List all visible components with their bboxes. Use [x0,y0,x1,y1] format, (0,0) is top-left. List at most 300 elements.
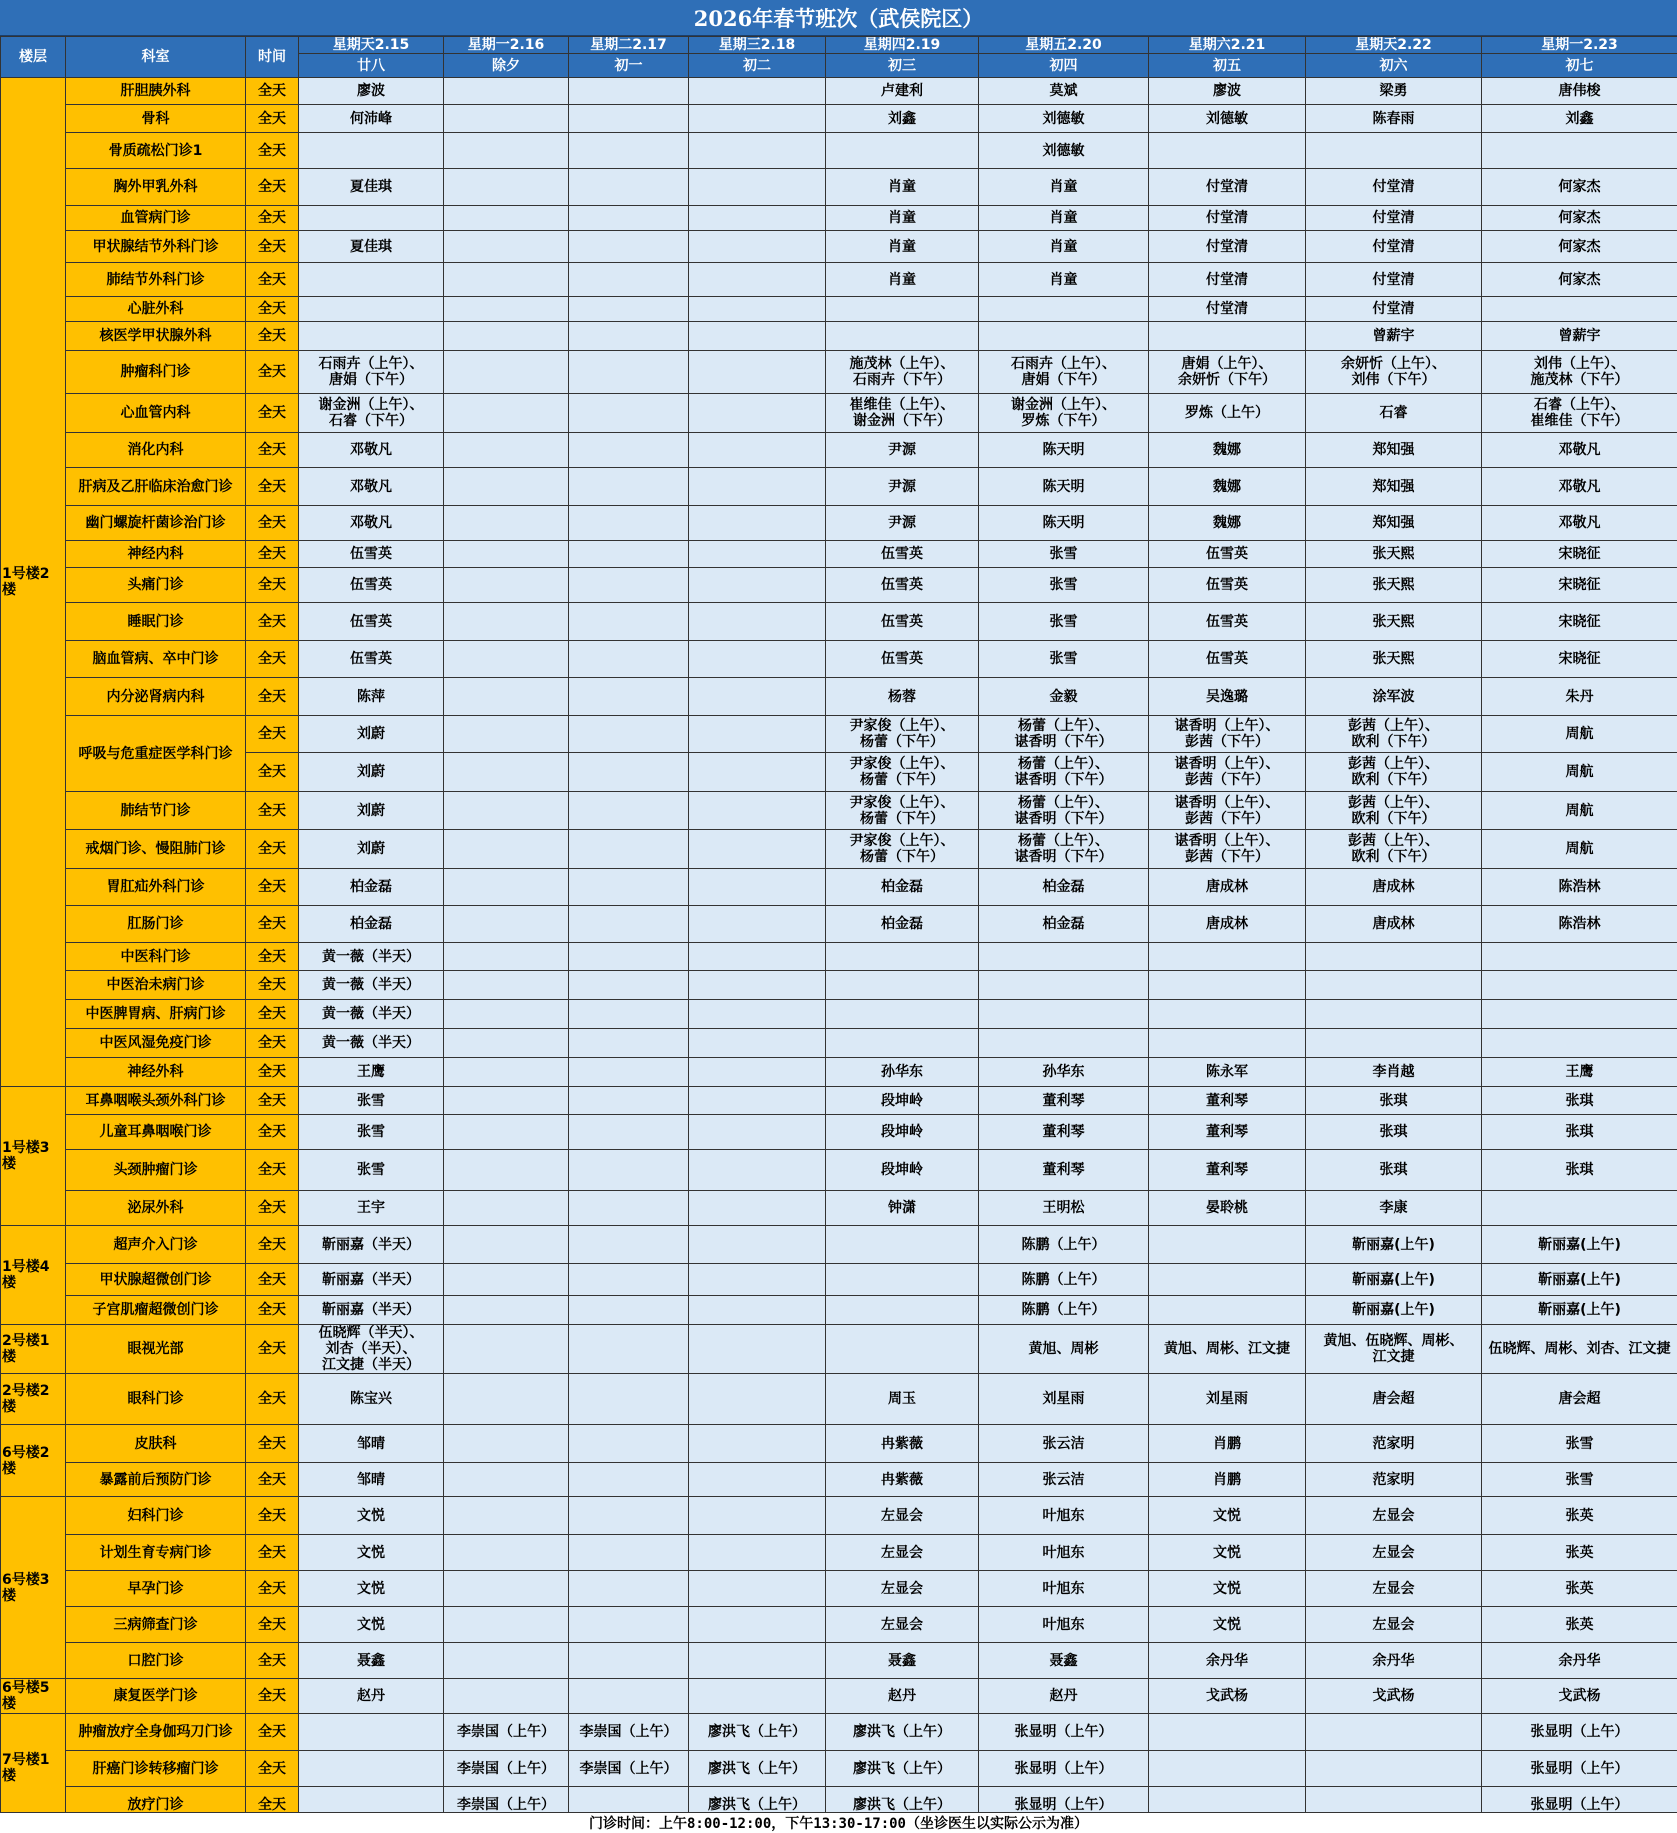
doctor-cell [689,297,826,322]
session-time: 全天 [246,1000,299,1029]
doctor-cell [689,568,826,603]
session-time: 全天 [246,1087,299,1115]
doctor-cell [444,1679,569,1714]
doctor-cell [569,716,689,753]
doctor-cell [689,753,826,792]
dept-name: 三病筛查门诊 [66,1607,246,1643]
dept-name: 皮肤科 [66,1425,246,1463]
session-time: 全天 [246,506,299,541]
table-row [1,1751,1677,1787]
doctor-cell: 张显明（上午） [1482,1714,1677,1751]
doctor-cell: 柏金磊 [826,906,979,943]
doctor-cell: 张英 [1482,1535,1677,1571]
doctor-cell [569,1226,689,1264]
doctor-cell: 伍晓辉、周彬、刘杏、江文捷 [1482,1325,1677,1374]
doctor-cell [444,971,569,1000]
dept-name: 放疗门诊 [66,1787,246,1823]
doctor-cell [444,1058,569,1087]
day-lunar-header: 除夕 [444,54,569,78]
doctor-cell [569,1296,689,1325]
doctor-cell [444,506,569,541]
doctor-cell: 付堂清 [1149,231,1306,263]
doctor-cell: 靳丽嘉(上午) [1482,1226,1677,1264]
session-time: 全天 [246,169,299,206]
doctor-cell [826,322,979,351]
table-row [1,1325,1677,1374]
day-weekday-header: 星期六2.21 [1149,37,1306,54]
doctor-cell [444,1463,569,1497]
dept-name: 头痛门诊 [66,568,246,603]
day-lunar-header: 初二 [689,54,826,78]
doctor-cell: 朱丹 [1482,678,1677,716]
doctor-cell [689,1226,826,1264]
doctor-cell [826,1226,979,1264]
doctor-cell: 晏聆桃 [1149,1191,1306,1226]
doctor-cell: 伍雪英 [1149,641,1306,678]
dept-name: 口腔门诊 [66,1643,246,1679]
day-weekday-header: 星期三2.18 [689,37,826,54]
doctor-cell [1306,1000,1482,1029]
doctor-cell [689,1000,826,1029]
doctor-cell: 张雪 [299,1150,444,1191]
doctor-cell: 伍雪英 [826,568,979,603]
doctor-cell: 左显会 [1306,1497,1482,1535]
dept-name: 心血管内科 [66,394,246,433]
doctor-cell: 唐成林 [1306,869,1482,906]
table-row [1,506,1677,541]
doctor-cell: 黄一薇（半天） [299,971,444,1000]
doctor-cell: 邓敬凡 [1482,433,1677,468]
doctor-cell [979,322,1149,351]
doctor-cell: 邓敬凡 [1482,468,1677,506]
doctor-cell [444,263,569,297]
doctor-cell [569,641,689,678]
doctor-cell [979,1000,1149,1029]
doctor-cell [689,433,826,468]
doctor-cell: 伍雪英 [299,541,444,568]
doctor-cell: 施茂林（上午）、 石雨卉（下午） [826,351,979,394]
session-time: 全天 [246,1191,299,1226]
doctor-cell: 叶旭东 [979,1535,1149,1571]
dept-name: 骨质疏松门诊1 [66,133,246,169]
doctor-cell [689,1497,826,1535]
doctor-cell [569,906,689,943]
doctor-cell [569,394,689,433]
dept-name: 脑血管病、卒中门诊 [66,641,246,678]
session-time: 全天 [246,1374,299,1425]
day-lunar-header: 初六 [1306,54,1482,78]
doctor-cell [444,1643,569,1679]
doctor-cell: 文悦 [1149,1607,1306,1643]
dept-name: 中医治未病门诊 [66,971,246,1000]
dept-name: 中医脾胃病、肝病门诊 [66,1000,246,1029]
doctor-cell [569,678,689,716]
doctor-cell: 付堂清 [1306,206,1482,231]
session-time: 全天 [246,1643,299,1679]
table-row [1,1571,1677,1607]
doctor-cell [444,830,569,869]
doctor-cell [444,1296,569,1325]
session-time: 全天 [246,468,299,506]
dept-name: 眼科门诊 [66,1374,246,1425]
table-row [1,322,1677,351]
doctor-cell: 廖洪飞（上午） [826,1751,979,1787]
doctor-cell: 宋晓征 [1482,568,1677,603]
doctor-cell [1482,1191,1677,1226]
doctor-cell: 廖洪飞（上午） [689,1714,826,1751]
doctor-cell: 刘蔚 [299,830,444,869]
doctor-cell: 邹晴 [299,1463,444,1497]
doctor-cell: 张雪 [979,603,1149,641]
doctor-cell: 肖童 [826,263,979,297]
doctor-cell: 杨蓉 [826,678,979,716]
table-row [1,1115,1677,1150]
doctor-cell: 李崇国（上午） [569,1751,689,1787]
dept-name: 暴露前后预防门诊 [66,1463,246,1497]
doctor-cell [1482,971,1677,1000]
doctor-cell [444,468,569,506]
doctor-cell: 刘蔚 [299,792,444,830]
doctor-cell: 文悦 [299,1607,444,1643]
doctor-cell: 叶旭东 [979,1497,1149,1535]
doctor-cell: 柏金磊 [826,869,979,906]
doctor-cell: 彭茜（上午）、 欧利（下午） [1306,792,1482,830]
session-time: 全天 [246,1679,299,1714]
doctor-cell [569,433,689,468]
floor-label: 1号楼2楼 [1,78,66,1087]
dept-name: 呼吸与危重症医学科门诊 [66,716,246,792]
session-time: 全天 [246,1425,299,1463]
doctor-cell [1482,943,1677,971]
doctor-cell [1149,943,1306,971]
doctor-cell [689,971,826,1000]
doctor-cell: 靳丽嘉（半天） [299,1264,444,1296]
doctor-cell: 董利琴 [1149,1087,1306,1115]
doctor-cell [569,263,689,297]
doctor-cell: 廖波 [299,78,444,105]
doctor-cell [689,1325,826,1374]
doctor-cell [569,1571,689,1607]
doctor-cell: 左显会 [1306,1607,1482,1643]
table-row [1,1000,1677,1029]
table-row [1,943,1677,971]
schedule-table [0,36,1677,1823]
doctor-cell [689,231,826,263]
doctor-cell [689,169,826,206]
session-time: 全天 [246,716,299,753]
doctor-cell [689,1607,826,1643]
doctor-cell [1149,133,1306,169]
doctor-cell: 邓敬凡 [299,506,444,541]
dept-name: 子宫肌瘤超微创门诊 [66,1296,246,1325]
doctor-cell: 谌香明（上午）、 彭茜（下午） [1149,753,1306,792]
floor-label: 6号楼2楼 [1,1425,66,1497]
doctor-cell: 黄旭、伍晓辉、周彬、 江文捷 [1306,1325,1482,1374]
floor-label: 2号楼2楼 [1,1374,66,1425]
doctor-cell [444,541,569,568]
dept-name: 妇科门诊 [66,1497,246,1535]
doctor-cell: 李崇国（上午） [444,1787,569,1823]
doctor-cell: 赵丹 [826,1679,979,1714]
doctor-cell [1482,133,1677,169]
doctor-cell: 黄旭、周彬 [979,1325,1149,1374]
doctor-cell [689,133,826,169]
doctor-cell: 唐会超 [1482,1374,1677,1425]
dept-name: 眼视光部 [66,1325,246,1374]
day-weekday-header: 星期五2.20 [979,37,1149,54]
doctor-cell [569,1607,689,1643]
doctor-cell: 肖鹏 [1149,1463,1306,1497]
dept-name: 康复医学门诊 [66,1679,246,1714]
doctor-cell: 孙华东 [826,1058,979,1087]
doctor-cell: 王鹰 [299,1058,444,1087]
doctor-cell: 肖童 [979,206,1149,231]
doctor-cell: 尹源 [826,506,979,541]
day-weekday-header: 星期二2.17 [569,37,689,54]
doctor-cell: 王宇 [299,1191,444,1226]
doctor-cell: 左显会 [826,1571,979,1607]
doctor-cell: 陈天明 [979,468,1149,506]
doctor-cell [569,1087,689,1115]
doctor-cell: 伍雪英 [826,641,979,678]
doctor-cell: 李崇国（上午） [444,1714,569,1751]
doctor-cell [569,1374,689,1425]
doctor-cell [689,792,826,830]
doctor-cell: 张显明（上午） [979,1714,1149,1751]
doctor-cell: 何家杰 [1482,169,1677,206]
dept-name: 肺结节门诊 [66,792,246,830]
table-row [1,1463,1677,1497]
session-time: 全天 [246,1150,299,1191]
doctor-cell: 伍雪英 [826,603,979,641]
doctor-cell: 罗炼（上午） [1149,394,1306,433]
doctor-cell: 刘鑫 [826,105,979,133]
doctor-cell [689,541,826,568]
doctor-cell: 肖童 [979,263,1149,297]
dept-name: 耳鼻咽喉头颈外科门诊 [66,1087,246,1115]
doctor-cell: 周航 [1482,753,1677,792]
doctor-cell [569,105,689,133]
table-row [1,1714,1677,1751]
dept-name: 血管病门诊 [66,206,246,231]
header-time: 时间 [246,37,299,78]
doctor-cell: 董利琴 [1149,1115,1306,1150]
doctor-cell: 张琪 [1482,1115,1677,1150]
session-time: 全天 [246,1029,299,1058]
doctor-cell: 石雨卉（上午）、 唐娟（下午） [299,351,444,394]
doctor-cell [689,906,826,943]
table-row [1,568,1677,603]
doctor-cell: 宋晓征 [1482,541,1677,568]
doctor-cell [826,1296,979,1325]
doctor-cell: 黄旭、周彬、江文捷 [1149,1325,1306,1374]
doctor-cell: 陈天明 [979,433,1149,468]
doctor-cell: 靳丽嘉（半天） [299,1226,444,1264]
table-row [1,1191,1677,1226]
doctor-cell: 左显会 [826,1535,979,1571]
doctor-cell [569,603,689,641]
session-time: 全天 [246,206,299,231]
doctor-cell: 张云洁 [979,1425,1149,1463]
doctor-cell: 靳丽嘉(上午) [1482,1296,1677,1325]
session-time: 全天 [246,1751,299,1787]
doctor-cell [444,105,569,133]
doctor-cell [689,206,826,231]
doctor-cell: 廖洪飞（上午） [689,1751,826,1787]
session-time: 全天 [246,1264,299,1296]
doctor-cell: 何家杰 [1482,206,1677,231]
day-weekday-header: 星期一2.23 [1482,37,1677,54]
doctor-cell [569,133,689,169]
header-floor: 楼层 [1,37,66,78]
footer-note: 门诊时间：上午8:00-12:00，下午13:30-17:00（坐诊医生以实际公示为准） [0,1812,1677,1832]
doctor-cell: 赵丹 [979,1679,1149,1714]
doctor-cell: 廖波 [1149,78,1306,105]
session-time: 全天 [246,133,299,169]
doctor-cell [569,1425,689,1463]
doctor-cell: 张显明（上午） [1482,1751,1677,1787]
table-row [1,603,1677,641]
doctor-cell: 伍雪英 [1149,603,1306,641]
doctor-cell: 伍雪英 [299,568,444,603]
dept-name: 神经内科 [66,541,246,568]
doctor-cell: 文悦 [299,1497,444,1535]
header-dept: 科室 [66,37,246,78]
doctor-cell: 段坤岭 [826,1150,979,1191]
doctor-cell: 张琪 [1306,1115,1482,1150]
dept-name: 儿童耳鼻咽喉门诊 [66,1115,246,1150]
doctor-cell [444,322,569,351]
doctor-cell: 刘蔚 [299,753,444,792]
floor-label: 2号楼1楼 [1,1325,66,1374]
doctor-cell: 邹晴 [299,1425,444,1463]
doctor-cell: 夏佳琪 [299,231,444,263]
table-row [1,1264,1677,1296]
doctor-cell: 尹家俊（上午）、 杨蕾（下午） [826,753,979,792]
doctor-cell: 杨蕾（上午）、 谌香明（下午） [979,830,1149,869]
table-row [1,468,1677,506]
doctor-cell [1149,1226,1306,1264]
doctor-cell [569,506,689,541]
doctor-cell [689,78,826,105]
doctor-cell [689,1374,826,1425]
table-row [1,206,1677,231]
doctor-cell [444,1029,569,1058]
session-time: 全天 [246,678,299,716]
doctor-cell: 郑知强 [1306,506,1482,541]
day-weekday-header: 星期四2.19 [826,37,979,54]
doctor-cell: 柏金磊 [299,869,444,906]
doctor-cell [444,1497,569,1535]
doctor-cell: 张显明（上午） [1482,1787,1677,1823]
doctor-cell [1306,971,1482,1000]
doctor-cell [1149,1000,1306,1029]
doctor-cell [569,753,689,792]
doctor-cell: 彭茜（上午）、 欧利（下午） [1306,716,1482,753]
table-row [1,1226,1677,1264]
doctor-cell: 谌香明（上午）、 彭茜（下午） [1149,792,1306,830]
doctor-cell [689,1264,826,1296]
doctor-cell [444,1150,569,1191]
doctor-cell: 曾薪宇 [1482,322,1677,351]
doctor-cell: 张显明（上午） [979,1787,1149,1823]
doctor-cell [1482,297,1677,322]
table-row [1,1425,1677,1463]
doctor-cell: 刘德敏 [1149,105,1306,133]
doctor-cell: 聂鑫 [826,1643,979,1679]
doctor-cell [569,1497,689,1535]
doctor-cell [569,568,689,603]
session-time: 全天 [246,1714,299,1751]
session-time: 全天 [246,433,299,468]
doctor-cell [444,206,569,231]
session-time: 全天 [246,1571,299,1607]
doctor-cell: 付堂清 [1306,231,1482,263]
doctor-cell [444,1374,569,1425]
doctor-cell [569,971,689,1000]
doctor-cell [689,1087,826,1115]
session-time: 全天 [246,830,299,869]
doctor-cell: 何家杰 [1482,231,1677,263]
table-row [1,906,1677,943]
doctor-cell: 肖鹏 [1149,1425,1306,1463]
dept-name: 胃肛疝外科门诊 [66,869,246,906]
table-row [1,1029,1677,1058]
doctor-cell: 付堂清 [1149,263,1306,297]
dept-name: 内分泌肾病内科 [66,678,246,716]
table-row [1,541,1677,568]
doctor-cell: 郑知强 [1306,468,1482,506]
doctor-cell [979,297,1149,322]
session-time: 全天 [246,297,299,322]
doctor-cell: 唐成林 [1306,906,1482,943]
doctor-cell [444,231,569,263]
doctor-cell [444,1325,569,1374]
doctor-cell: 文悦 [1149,1571,1306,1607]
doctor-cell: 周航 [1482,830,1677,869]
doctor-cell: 钟潇 [826,1191,979,1226]
dept-name: 神经外科 [66,1058,246,1087]
doctor-cell: 陈浩林 [1482,906,1677,943]
floor-label: 7号楼1楼 [1,1714,66,1823]
session-time: 全天 [246,869,299,906]
doctor-cell [1149,971,1306,1000]
table-row [1,1087,1677,1115]
doctor-cell: 王鹰 [1482,1058,1677,1087]
doctor-cell [299,1751,444,1787]
doctor-cell: 张琪 [1482,1150,1677,1191]
doctor-cell: 金毅 [979,678,1149,716]
doctor-cell [1306,1751,1482,1787]
doctor-cell [299,206,444,231]
doctor-cell: 吴逸璐 [1149,678,1306,716]
doctor-cell [1482,1000,1677,1029]
session-time: 全天 [246,1058,299,1087]
doctor-cell [689,943,826,971]
doctor-cell [1149,1751,1306,1787]
session-time: 全天 [246,906,299,943]
doctor-cell [1306,1714,1482,1751]
doctor-cell: 唐娟（上午）、 余妍忻（下午） [1149,351,1306,394]
doctor-cell [689,105,826,133]
doctor-cell [444,943,569,971]
doctor-cell: 左显会 [826,1497,979,1535]
day-weekday-header: 星期天2.22 [1306,37,1482,54]
doctor-cell [569,943,689,971]
doctor-cell: 左显会 [826,1607,979,1643]
doctor-cell: 石雨卉（上午）、 唐娟（下午） [979,351,1149,394]
session-time: 全天 [246,753,299,792]
